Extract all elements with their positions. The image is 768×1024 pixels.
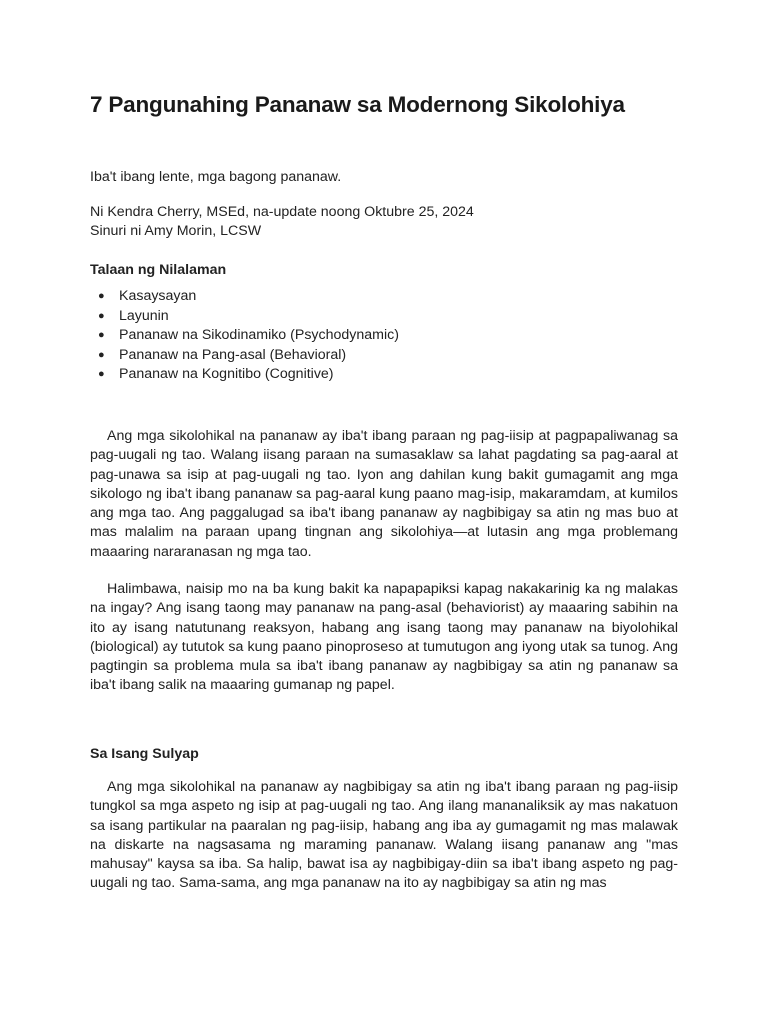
example-paragraph: Halimbawa, naisip mo na ba kung bakit ka napapapiksi kapag nakakarinig ka ng malakas na ingay? Ang isang taong may pananaw na pang-asal (behaviorist) ay maaaring sabihin na ito ay isang natutunang reaksyon, habang ang isang taong may pananaw na biyolohikal (biological) ay tututok sa kung paano pinoproseso at tumutugon ang iyong utak sa tunog. Ang pagtingin sa problema mula sa iba't ibang pananaw ay nagbibigay sa atin ng pananaw sa iba't ibang salik na maaaring gumanap ng papel. [90,581,678,694]
section-paragraph: Ang mga sikolohikal na pananaw ay nagbibigay sa atin ng iba't ibang paraan ng pag-iisip tungkol sa mga aspeto ng isip at pag-uugali ng tao. Ang ilang mananaliksik ay mas nakatuon sa isang partikular na paaralan ng pag-iisip, habang ang iba ay gumagamit ng mas malawak na diskarte na nagsasama ng maraming pananaw. Walang iisang pananaw ang "mas mahusay" kaysa sa iba. Sa halip, bawat isa ay nagbibigay-diin sa iba't ibang aspeto ng pag-uugali ng tao. Sama-sama, ang mga pananaw na ito ay nagbibigay sa atin ng mas [90,779,678,892]
section-heading: Sa Isang Sulyap [90,746,199,762]
toc-item-layunin: ● Layunin [90,307,399,327]
table-of-contents [90,287,399,385]
article-byline [90,203,474,241]
page-title: 7 Pangunahing Pananaw sa Modernong Sikolohiya [90,92,625,117]
toc-item-behavioral: ● Pananaw na Pang-asal (Behavioral) [90,346,399,366]
toc-item-cognitive: ● Pananaw na Kognitibo (Cognitive) [90,365,399,385]
toc-heading: Talaan ng Nilalaman [90,262,227,278]
article-subtitle: Iba't ibang lente, mga bagong pananaw. [90,169,342,185]
toc-item-kasaysayan: ● Kasaysayan [90,287,399,307]
reviewer-line: Sinuri ni Amy Morin, LCSW [90,223,262,239]
toc-item-psychodynamic: ● Pananaw na Sikodinamiko (Psychodynamic) [90,326,399,346]
author-line: Ni Kendra Cherry, MSEd, na-update noong Oktubre 25, 2024 [90,204,474,220]
intro-paragraph: Ang mga sikolohikal na pananaw ay iba't ibang paraan ng pag-iisip at pagpapaliwanag sa pag-uugali ng tao. Walang iisang paraan na sumasaklaw sa lahat pagdating sa pag-aaral at pag-unawa sa isip at pag-uugali ng tao. Iyon ang dahilan kung bakit gumagamit ang mga sikologo ng iba't ibang pananaw sa pag-aaral kung paano mag-isip, makaramdam, at kumilos ang mga tao. Ang paggalugad sa iba't ibang pananaw ay nagbibigay sa atin ng mas buo at mas malalim na paraan upang tingnan ang sikolohiya—at lutasin ang mga problemang maaaring nararanasan ng mga tao. [90,428,678,560]
